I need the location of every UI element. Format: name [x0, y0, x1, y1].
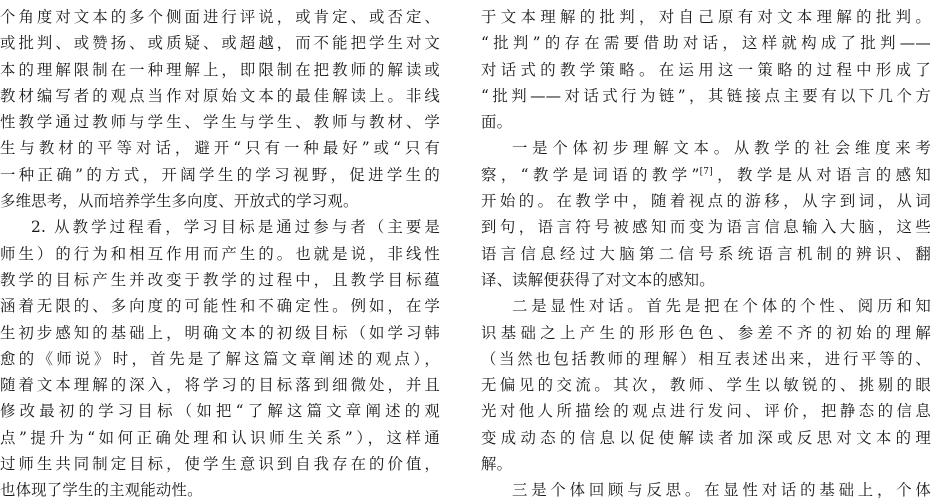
- text-line: 译、读解便获得了对文本的感知。: [481, 270, 715, 289]
- text-line: 到句，语言符号被感知而变为语言信息输入大脑，这些: [481, 218, 931, 237]
- text-line: 性教学通过教师与学生、学生与学生、教师与教材、学: [0, 113, 440, 132]
- text-line: 师生）的行为和相互作用而产生的。也就是说，非线性: [0, 244, 440, 263]
- line-text: 察，“教学是词语的教学”: [481, 165, 700, 184]
- left-text-column: [0, 4, 440, 500]
- text-line: 无偏见的交流。其次，教师、学生以敏锐的、挑剔的眼: [481, 376, 931, 395]
- text-line: 于文本理解的批判，对自己原有对文本理解的批判。: [481, 8, 931, 26]
- text-line: 教材编写者的观点当作对原始文本的最佳解读上。非线: [0, 86, 440, 105]
- citation-superscript: [7]: [699, 166, 713, 177]
- text-line: [481, 162, 931, 188]
- text-line: 个角度对文本的多个侧面进行评说，或肯定、或否定、: [0, 8, 440, 26]
- text-line: 面。: [481, 113, 513, 132]
- text-line: 涵着无限的、多向度的可能性和不确定性。例如，在学: [0, 297, 440, 316]
- text-line: 或批判、或赞扬、或质疑、或超越，而不能把学生对文: [0, 34, 440, 53]
- text-line: 解。: [481, 455, 513, 474]
- text-line: 本的理解限制在一种理解上，即限制在把教师的解读或: [0, 60, 440, 79]
- text-line: 也体现了学生的主观能动性。: [0, 481, 203, 500]
- text-line: 二是显性对话。首先是把在个体的个性、阅历和知: [512, 297, 931, 316]
- text-line: 过师生共同制定目标，使学生意识到自我存在的价值，: [0, 455, 440, 474]
- text-line: 识基础之上产生的形形色色、参差不齐的初始的理解: [481, 323, 931, 342]
- text-line: 生初步感知的基础上，明确文本的初级目标（如学习韩: [0, 323, 440, 342]
- text-line: “批判”的存在需要借助对话，这样就构成了批判——: [481, 34, 931, 53]
- text-line: 三是个体回顾与反思。在显性对话的基础上，个体: [512, 481, 931, 500]
- text-line: 一种正确”的方式，开阔学生的学习视野，促进学生的: [0, 165, 440, 184]
- text-line: 随着文本理解的深入，将学习的目标落到细微处，并且: [0, 376, 440, 395]
- text-line: “批判——对话式行为链”，其链接点主要有以下几个方: [481, 86, 931, 105]
- text-line: 语言信息经过大脑第二信号系统语言机制的辨识、翻: [481, 244, 931, 263]
- text-line: 教学的目标产生并改变于教学的过程中，且教学目标蕴: [0, 270, 440, 289]
- text-line: 变成动态的信息以促使解读者加深或反思对文本的理: [481, 428, 931, 447]
- text-line: 光对他人所描绘的观点进行发问、评价，把静态的信息: [481, 402, 931, 421]
- text-line: 开始的。在教学中，随着视点的游移，从字到词，从词: [481, 192, 931, 211]
- text-line: 一是个体初步理解文本。从教学的社会维度来考: [512, 139, 931, 158]
- text-line: 修改最初的学习目标（如把“了解这篇文章阐述的观: [0, 402, 440, 421]
- right-text-column: [465, 4, 931, 500]
- text-line: 点”提升为“如何正确处理和认识师生关系”），这样通: [0, 428, 440, 447]
- text-line: 愈的《师说》时，首先是了解这篇文章阐述的观点），: [0, 349, 440, 368]
- line-text-tail: ，教学是从对语言的感知: [712, 165, 931, 184]
- text-line: 多维思考，从而培养学生多向度、开放式的学习观。: [0, 192, 359, 211]
- text-line: （当然也包括教师的理解）相互表述出来，进行平等的、: [481, 349, 931, 368]
- text-line: 对话式的教学策略。在运用这一策略的过程中形成了: [481, 60, 931, 79]
- text-line: 2. 从教学过程看，学习目标是通过参与者（主要是: [31, 218, 440, 237]
- text-line: 生与教材的平等对话，避开“只有一种最好”或“只有: [0, 139, 440, 158]
